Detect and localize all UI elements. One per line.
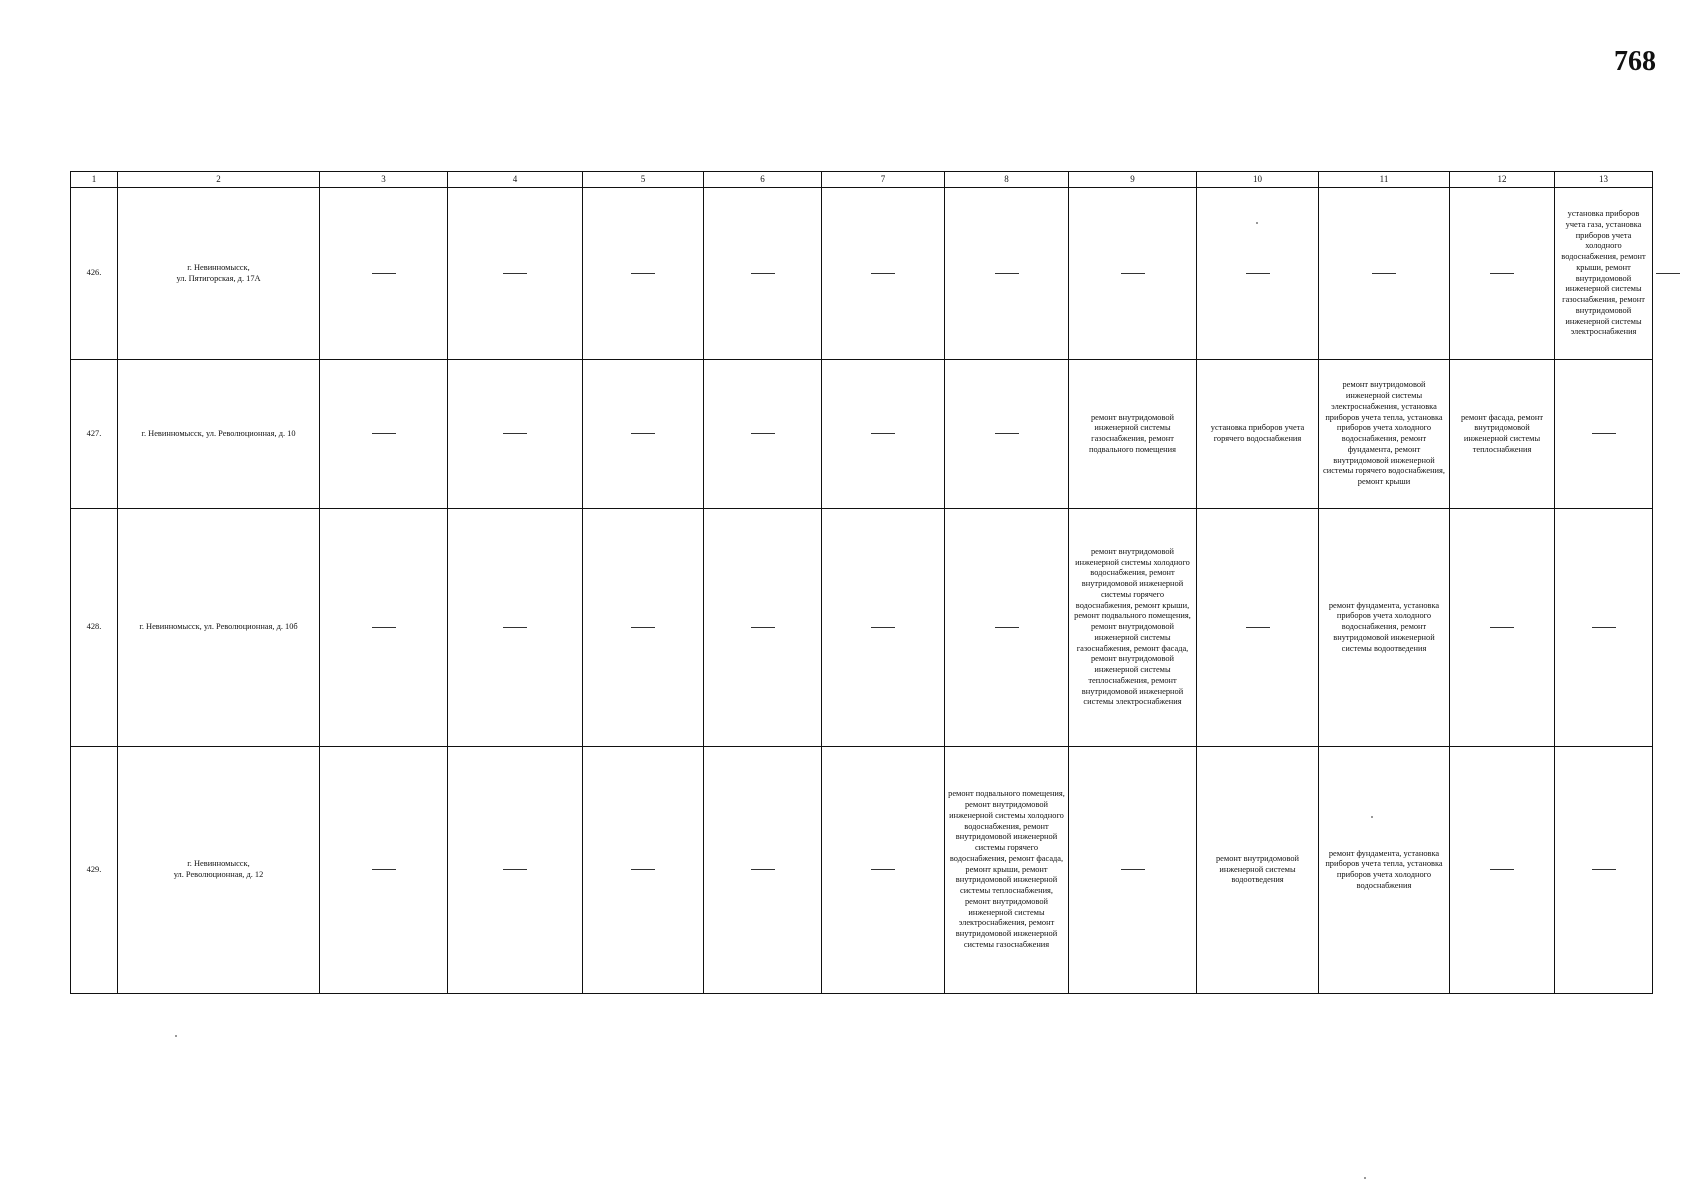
scan-speck	[1364, 1177, 1366, 1179]
dash-mark	[372, 433, 396, 434]
dash-mark	[1246, 273, 1270, 274]
address-cell	[118, 360, 320, 509]
empty-dash-cell	[448, 360, 583, 509]
dash-mark	[1121, 273, 1145, 274]
dash-mark	[1490, 627, 1514, 628]
address-line: г. Невинномысск,	[187, 859, 250, 869]
empty-dash-cell	[1555, 360, 1653, 509]
empty-dash-cell	[320, 188, 448, 360]
empty-dash-cell	[583, 747, 704, 994]
scan-speck	[175, 1035, 177, 1037]
dash-mark	[871, 433, 895, 434]
column-number-header: 5	[583, 172, 704, 188]
column-number-header: 7	[822, 172, 945, 188]
dash-mark	[503, 869, 527, 870]
dash-mark	[372, 869, 396, 870]
column-number-header: 1	[71, 172, 118, 188]
address-line: г. Невинномысск,	[187, 262, 250, 272]
dash-mark	[631, 869, 655, 870]
empty-dash-cell	[320, 360, 448, 509]
address-line: ул. Пятигорская, д. 17А	[176, 273, 261, 283]
address-cell	[118, 509, 320, 747]
column-number-header: 8	[945, 172, 1069, 188]
dash-mark	[1121, 869, 1145, 870]
empty-dash-cell	[1555, 747, 1653, 994]
dash-mark	[631, 627, 655, 628]
work-list-cell: ремонт подвального помещения, ремонт внутридомовой инженерной системы холодного водоснабжения, ремонт внутридомовой инженерной системы горячего водоснабжения, ремонт фасада, ремонт крыши, ремонт внутридомовой инженерной системы теплоснабжения, ремонт внутридомовой инженерной системы электроснабжения, ремонт внутридомовой инженерной системы газоснабжения	[945, 747, 1069, 994]
row-number: 427.	[71, 360, 118, 509]
empty-dash-cell	[1450, 509, 1555, 747]
page-number: 768	[1614, 46, 1656, 77]
dash-mark	[871, 273, 895, 274]
row-number: 428.	[71, 509, 118, 747]
empty-dash-cell	[704, 747, 822, 994]
dash-mark	[1656, 273, 1680, 274]
work-list-cell: ремонт внутридомовой инженерной системы электроснабжения, установка приборов учета тепла, установка приборов учета холодного водоснабжения, ремонт фундамента, ремонт внутридомовой инженерной системы горячего водоснабжения, ремонт крыши	[1319, 360, 1450, 509]
dash-mark	[503, 433, 527, 434]
scan-speck	[1371, 816, 1373, 818]
empty-dash-cell	[704, 360, 822, 509]
work-list-cell: установка приборов учета горячего водоснабжения	[1197, 360, 1319, 509]
dash-mark	[372, 273, 396, 274]
dash-mark	[1592, 433, 1616, 434]
dash-mark	[1246, 627, 1270, 628]
dash-mark	[503, 627, 527, 628]
column-number-header: 12	[1450, 172, 1555, 188]
scan-speck	[1256, 222, 1258, 224]
empty-dash-cell	[448, 509, 583, 747]
empty-dash-cell	[822, 360, 945, 509]
dash-mark	[631, 273, 655, 274]
dash-mark	[1592, 627, 1616, 628]
column-number-header: 10	[1197, 172, 1319, 188]
dash-mark	[631, 433, 655, 434]
work-list-cell: ремонт фундамента, установка приборов учета тепла, установка приборов учета холодного водоснабжения	[1319, 747, 1450, 994]
row-number: 429.	[71, 747, 118, 994]
column-number-header: 2	[118, 172, 320, 188]
dash-mark	[871, 869, 895, 870]
empty-dash-cell	[1450, 188, 1555, 360]
work-list-cell: установка приборов учета газа, установка приборов учета холодного водоснабжения, ремонт крыши, ремонт внутридомовой инженерной системы газоснабжения, ремонт внутридомовой инженерной системы электроснабжения	[1555, 188, 1653, 360]
table-row	[71, 509, 1653, 747]
dash-mark	[995, 627, 1019, 628]
empty-dash-cell	[1197, 509, 1319, 747]
empty-dash-cell	[704, 509, 822, 747]
column-number-row	[71, 172, 1653, 188]
empty-dash-cell	[945, 188, 1069, 360]
empty-dash-cell	[1069, 188, 1197, 360]
column-number-header: 11	[1319, 172, 1450, 188]
table-row	[71, 188, 1653, 360]
dash-mark	[995, 433, 1019, 434]
empty-dash-cell	[583, 360, 704, 509]
work-list-cell: ремонт фасада, ремонт внутридомовой инженерной системы теплоснабжения	[1450, 360, 1555, 509]
dash-mark	[751, 433, 775, 434]
empty-dash-cell	[583, 509, 704, 747]
column-number-header: 4	[448, 172, 583, 188]
address-cell	[118, 188, 320, 360]
dash-mark	[1372, 273, 1396, 274]
column-number-header: 3	[320, 172, 448, 188]
empty-dash-cell	[945, 509, 1069, 747]
empty-dash-cell	[1555, 509, 1653, 747]
dash-mark	[1592, 869, 1616, 870]
column-number-header: 6	[704, 172, 822, 188]
dash-mark	[995, 273, 1019, 274]
address-line: г. Невинномысск, ул. Революционная, д. 10б	[139, 622, 298, 632]
dash-mark	[1490, 869, 1514, 870]
work-list-cell: ремонт фундамента, установка приборов учета холодного водоснабжения, ремонт внутридомовой инженерной системы водоотведения	[1319, 509, 1450, 747]
dash-mark	[372, 627, 396, 628]
column-number-header: 9	[1069, 172, 1197, 188]
empty-dash-cell	[1319, 188, 1450, 360]
empty-dash-cell	[448, 747, 583, 994]
empty-dash-cell	[822, 747, 945, 994]
dash-mark	[503, 273, 527, 274]
empty-dash-cell	[822, 509, 945, 747]
dash-mark	[871, 627, 895, 628]
empty-dash-cell	[320, 509, 448, 747]
empty-dash-cell	[704, 188, 822, 360]
dash-mark	[751, 627, 775, 628]
dash-mark	[751, 273, 775, 274]
address-cell	[118, 747, 320, 994]
row-number: 426.	[71, 188, 118, 360]
empty-dash-cell	[1069, 747, 1197, 994]
work-list-cell: ремонт внутридомовой инженерной системы холодного водоснабжения, ремонт внутридомовой инженерной системы горячего водоснабжения, ремонт крыши, ремонт подвального помещения, ремонт внутридомовой инженерной системы газоснабжения, ремонт фасада, ремонт внутридомовой инженерной системы теплоснабжения, ремонт внутридомовой инженерной системы электроснабжения	[1069, 509, 1197, 747]
empty-dash-cell	[448, 188, 583, 360]
dash-mark	[1490, 273, 1514, 274]
work-list-cell: ремонт внутридомовой инженерной системы газоснабжения, ремонт подвального помещения	[1069, 360, 1197, 509]
dash-mark	[751, 869, 775, 870]
empty-dash-cell	[583, 188, 704, 360]
repair-plan-table	[70, 171, 1653, 994]
empty-dash-cell	[320, 747, 448, 994]
work-list-cell: ремонт внутридомовой инженерной системы водоотведения	[1197, 747, 1319, 994]
address-line: ул. Революционная, д. 12	[173, 870, 264, 879]
table-row	[71, 360, 1653, 509]
empty-dash-cell	[1197, 188, 1319, 360]
empty-dash-cell	[945, 360, 1069, 509]
empty-dash-cell	[822, 188, 945, 360]
column-number-header: 13	[1555, 172, 1653, 188]
address-line: г. Невинномысск, ул. Революционная, д. 10	[141, 428, 296, 438]
table-row	[71, 747, 1653, 994]
empty-dash-cell	[1450, 747, 1555, 994]
